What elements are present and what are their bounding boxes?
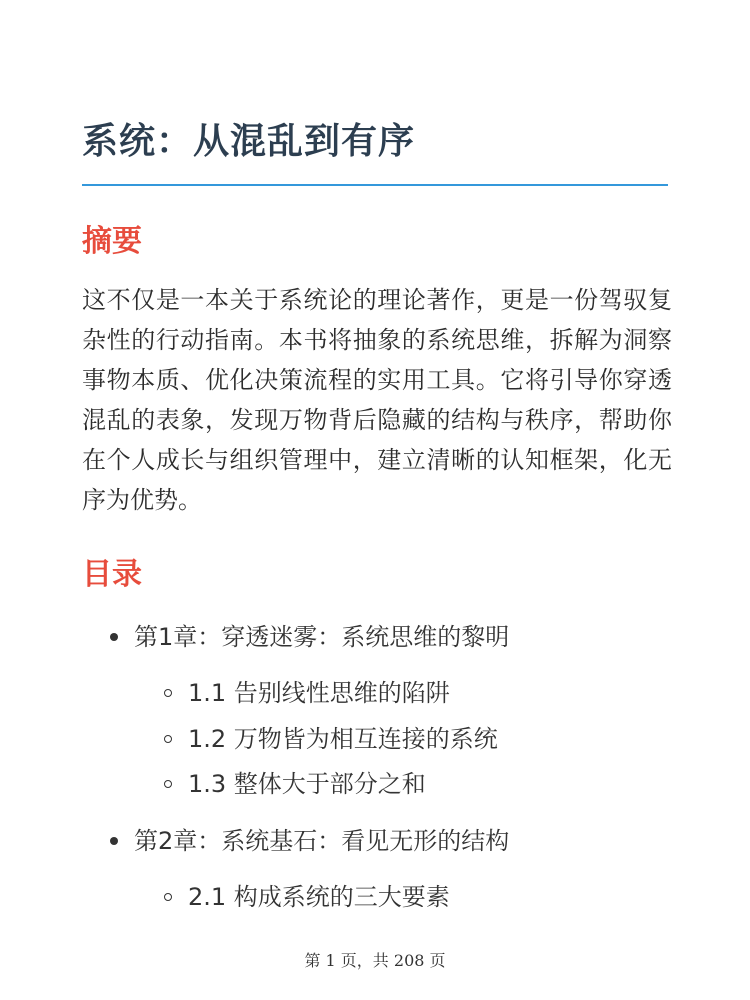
bullet-circle-icon	[164, 893, 172, 901]
bullet-circle-icon	[164, 689, 172, 697]
toc-heading: 目录	[82, 557, 142, 592]
toc-chapter-2: 第2章：系统基石：看见无形的结构	[134, 827, 510, 855]
document-title: 系统：从混乱到有序	[82, 121, 416, 162]
toc-section-1-2: 1.2 万物皆为相互连接的系统	[188, 725, 498, 753]
toc-section-1-1: 1.1 告别线性思维的陷阱	[188, 679, 450, 707]
bullet-circle-icon	[164, 780, 172, 788]
toc-chapter-1: 第1章：穿透迷雾：系统思维的黎明	[134, 623, 510, 651]
abstract-text: 这不仅是一本关于系统论的理论著作，更是一份驾驭复杂性的行动指南。本书将抽象的系统思维，拆解为洞察事物本质、优化决策流程的实用工具。它将引导你穿透混乱的表象，发现万物背后隐藏的结构与秩序，帮助你在个人成长与组织管理中，建立清晰的认知框架，化无序为优势。	[82, 286, 672, 514]
toc-section-2-1: 2.1 构成系统的三大要素	[188, 883, 450, 911]
toc-section-1-3: 1.3 整体大于部分之和	[188, 770, 426, 798]
abstract-heading: 摘要	[82, 224, 142, 259]
bullet-circle-icon	[164, 735, 172, 743]
page-number-footer: 第 1 页，共 208 页	[304, 951, 446, 970]
bullet-disc-icon	[110, 633, 118, 641]
bullet-disc-icon	[110, 837, 118, 845]
